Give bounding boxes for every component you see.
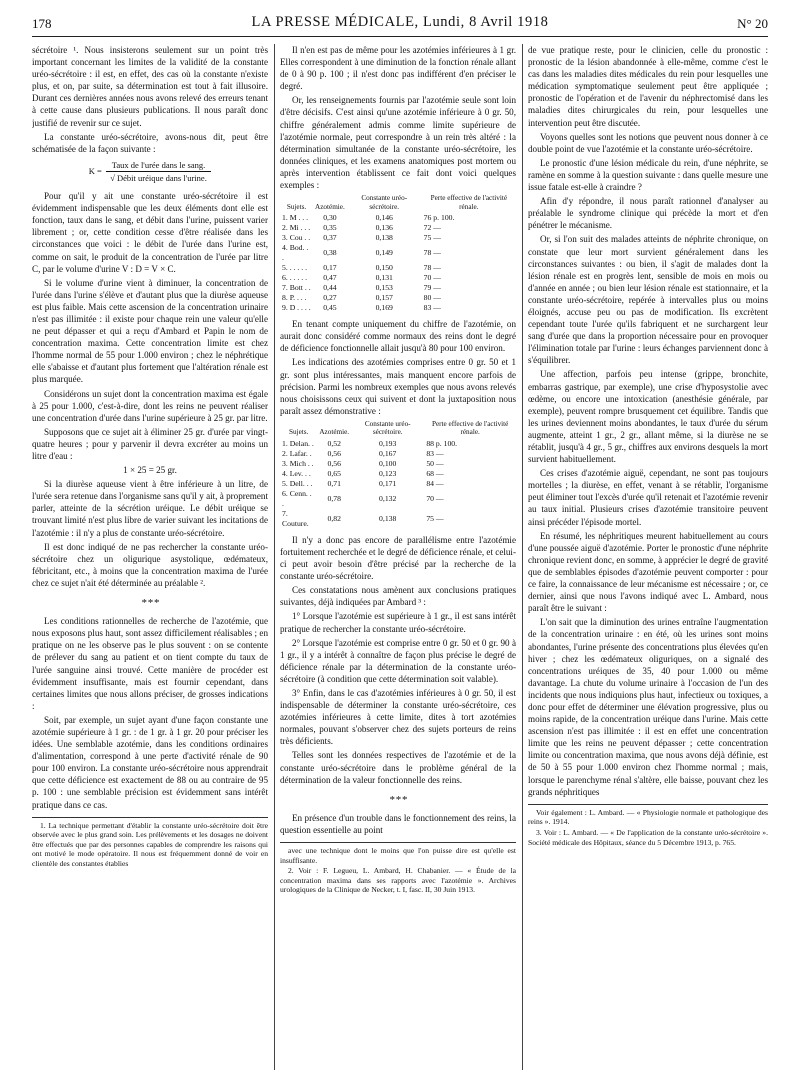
table-row — [280, 303, 516, 313]
table-cell: 78 — — [423, 263, 441, 273]
table-cell: 0,169 — [375, 303, 393, 313]
table-cell: 0,44 — [323, 283, 337, 293]
table-cell: 9. D . . . . — [282, 303, 311, 313]
table-row — [280, 449, 516, 459]
table-cell: 88 p. 100. — [426, 438, 458, 448]
table-cell: 0,138 — [379, 513, 397, 523]
paragraph: Une affection, parfois peu intense (grippe, bronchite, embarras gastrique, par exemple), une crise d'hyposystolie avec œdème, ou encore une intoxication (anesthésie générale, par exemple), peuvent rompre brusquement cet équilibre. Tandis que les urines deviennent moins abondantes, le taux d'urée du sérum augmente, atteint 1 gr., 2 gr., allant même, si la diurèse ne se rétablit, jusqu'à 4 gr., 5 gr., chiffres aux environs desquels la mort survient habituellement. — [528, 369, 768, 465]
paragraph: Supposons que ce sujet ait à éliminer 25 gr. d'urée par vingt-quatre heures ; pour y parvenir il devra excréter au moins un litre d'eau : — [32, 426, 268, 461]
issue-number: N° 20 — [737, 16, 768, 31]
table-row — [280, 243, 516, 263]
table-cell: 8. P. . . . — [282, 293, 307, 303]
table-cell: 0,37 — [323, 233, 337, 243]
paragraph: L'on sait que la diminution des urines entraîne l'augmentation de la concentration urinaire : en été, où les urines sont moins abondantes, l'urine présente des concentrations plus élevées qu'en hiver ; chez les œdémateux oliguriques, on a signalé des concentrations uréiques de 35, 40 pour 1.000 ou même davantage. La chute du volume urinaire à l'occasion de l'un des incidents que nous indiquions plus haut, infectieux ou toxiques, a donc pour effet de déterminer une élévation progressive, plus ou moins rapide, de la concentration uréique dans l'urine. Mais cette ascension n'est pas illimitée : il est en effet une concentration limite que les reins ne peuvent dépasser ; cette concentration limite ou concentration maxima, que nous avons déjà définie, est de 50 à 55 pour 1.000 environ chez l'homme normal ; mais, lorsque le parenchyme rénal s'altère, elle baisse, pouvant chez les grands néphritiques — [528, 617, 768, 797]
paragraph: Si la diurèse aqueuse vient à être inférieure à un litre, de l'urée sera retenue dans l'organisme sans qu'il y ait, à proprement parler, atteinte de la sécrétion uréique. Le débit uréique se trouvant limité n'est plus libre de varier suivant les incitations de l'azotémie : il n'y a plus de constante uréo-sécrétoire. — [32, 479, 268, 538]
table-cell: 78 — — [423, 248, 441, 258]
table-cell: 0,131 — [375, 273, 393, 283]
section-separator: * * * — [389, 793, 407, 806]
formula-numerator: Taux de l'urée dans le sang. — [106, 159, 211, 172]
table-cell: 0,132 — [379, 493, 397, 503]
table-cell: 79 — — [423, 283, 441, 293]
table-row — [280, 469, 516, 479]
footnote-continued: avec une technique dont le moins que l'on puisse dire est qu'elle est insuffisante. — [280, 846, 516, 865]
table-header: Constante uréo-sécrétoire. — [361, 194, 408, 211]
table-cell: 1. Delan. . — [282, 438, 314, 448]
table-row — [280, 263, 516, 273]
page-header — [32, 14, 768, 37]
table-header: Constante uréo-sécrétoire. — [364, 419, 411, 437]
table-cell: 68 — — [426, 468, 444, 478]
formula-denominator: √ Débit uréique dans l'urine. — [110, 172, 207, 183]
table-header: Perte effective de l'activité rénale. — [430, 194, 508, 211]
table-cell: 76 p. 100. — [423, 213, 455, 223]
table-cell: 0,35 — [323, 223, 337, 233]
paragraph: Or, si l'on suit des malades atteints de néphrite chronique, on constate que leur mort survient généralement dans les circonstances suivantes : ou bien, il s'agit de malades dont la lésion rénale est en progrès lent, sensible de mois en mois ou d'année en année ; ou bien leur lésion rénale est stationnaire, et la constante uréo-sécrétoire, repérée à intervalles plus ou moins éloignés, accuse peu ou pas de modification. Ils excrètent cependant toute l'urée qu'ils fabriquent et ne surchargent leur sang d'urée que dans la proportion nécessaire pour en provoquer l'élimination totale par l'urine : leurs échanges parviennent donc à s'équilibrer. — [528, 234, 768, 366]
table-row — [280, 509, 516, 529]
table-cell: 0,136 — [375, 223, 393, 233]
table-cell: 5. Dell. . . — [282, 478, 313, 488]
paragraph: Les conditions rationnelles de recherche de l'azotémie, que nous exposons plus haut, sont assez difficilement réalisables ; en pratique on ne les observe pas le plus souvent : on se contente de prélever du sang au patient et on tient compte du taux de l'urée sanguine ainsi trouvé. Cette manière de procéder est évidemment insuffisante, mais est fournir cependant, dans certaines limites que nous allons préciser, de grosses indications : — [32, 616, 268, 711]
table-cell: 0,138 — [375, 233, 393, 243]
table-cell: 0,157 — [375, 293, 393, 303]
paragraph: Or, les renseignements fournis par l'azotémie seule sont loin d'être décisifs. C'est ainsi qu'une azotémie inférieure à 0 gr. 50, chiffre généralement admis comme limite supérieure de l'azotémie normale, peut correspondre à un rein très altéré : la détermination simultanée de la constante uréo-sécrétoire, les données cliniques, et les examens anatomiques post mortem ou après intervention établissent ce fait dont voici quelques exemples : — [280, 95, 516, 191]
journal-title: LA PRESSE MÉDICALE, Lundi, 8 Avril 1918 — [251, 14, 549, 30]
data-table-1 — [280, 194, 516, 313]
table-cell: 0,123 — [379, 468, 397, 478]
paragraph: Considérons un sujet dont la concentration maxima est égale à 25 pour 1.000, c'est-à-dire, dont les reins ne peuvent réaliser une concentration d'urée dans l'urine supérieure à 25 gr. par litre. — [32, 388, 268, 423]
table-cell: 80 — — [423, 293, 441, 303]
table-cell: 50 — — [426, 458, 444, 468]
paragraph: de vue pratique reste, pour le clinicien, celle du pronostic : pronostic de la lésion abandonnée à elle-même, comme c'est le cas dans les maladies dites médicales du rein pour lesquelles une médication symptomatique seulement peut être appliquée ; pronostic de l'opération et de l'avenir du néphrectomisé dans les maladies dites chirurgicales du rein, pour lesquelles une intervention peut être discutée. — [528, 45, 768, 128]
footnote-2: 2. Voir : F. Legueu, L. Ambard, H. Chabanier. — « Étude de la concentration maxima dans ses rapports avec l'azotémie ». Archives urologiques de la Clinique de Necker, t. I, fasc. II, 30 Juin 1913. — [280, 866, 516, 895]
paragraph: La constante uréo-sécrétoire, avons-nous dit, peut être schématisée de la façon suivante : — [32, 131, 268, 154]
table-cell: 0,38 — [323, 248, 337, 258]
footnote-3: 3. Voir : L. Ambard. — « De l'application de la constante uréo-sécrétoire ». Société médicale des Hôpitaux, séance du 5 Décembre 1913, p. 765. — [528, 827, 768, 847]
table-row — [280, 439, 516, 449]
table-cell: 7. Couture. — [282, 508, 309, 528]
table-cell: 6. . . . . . — [282, 273, 307, 283]
paragraph: Il n'y a donc pas encore de parallélisme entre l'azotémie fortuitement recherchée et le degré de déficience rénale, et celui-ci peut avoir besoin d'être précisé par la recherche de la constante uréo-sécrétoire. — [280, 534, 516, 582]
table-cell: 84 — — [426, 478, 444, 488]
table-cell: 4. Bod. . . — [282, 243, 309, 263]
footnotes — [32, 817, 268, 869]
table-cell: 75 — — [423, 233, 441, 243]
table-header-row — [280, 194, 516, 213]
table-row — [280, 479, 516, 489]
equation: 1 × 25 = 25 gr. — [123, 465, 177, 476]
paragraph: En présence d'un trouble dans le fonctionnement des reins, la question essentielle au point — [280, 812, 516, 835]
table-cell: 0,52 — [327, 438, 341, 448]
table-cell: 6. Cenn. . . — [282, 488, 312, 508]
table-cell: 0,47 — [323, 273, 337, 283]
paragraph: Afin d'y répondre, il nous paraît rationnel d'analyser au préalable le syndrome clinique qui précède la mort et d'en pénétrer le mécanisme. — [528, 196, 768, 231]
table-header: Sujets. — [288, 428, 309, 437]
paragraph: En résumé, les néphritiques meurent habituellement au cours d'une poussée aiguë d'azotémie. Porter le pronostic d'une néphrite chronique revient donc, en somme, à apprécier le degré de gravité que de semblables épisodes d'azotémie peuvent comporter : pour ce faire, la connaissance de leur mécanisme est nécessaire ; or, ce dernier, ainsi que nous l'avons indiqué avec L. Ambard, nous paraît être le suivant : — [528, 530, 768, 614]
table-cell: 0,45 — [323, 303, 337, 313]
column-divider — [274, 44, 275, 1070]
table-cell: 0,149 — [375, 248, 393, 258]
table-cell: 1. M . . . — [282, 213, 309, 223]
table-cell: 83 — — [423, 303, 441, 313]
table-cell: 0,65 — [327, 468, 341, 478]
table-header: Perte effective de l'activité rénale. — [431, 419, 509, 437]
table-cell: 0,171 — [379, 478, 397, 488]
table-cell: 5. . . . . . — [282, 263, 307, 273]
table-cell: 0,150 — [375, 263, 393, 273]
column-divider — [522, 44, 523, 1070]
table-cell: 2. Mi . . . — [282, 223, 311, 233]
table-cell: 0,56 — [327, 448, 341, 458]
table-cell: 75 — — [426, 513, 444, 523]
table-header: Azotémie. — [315, 202, 345, 211]
table-row — [280, 233, 516, 243]
table-cell: 72 — — [423, 223, 441, 233]
table-cell: 0,167 — [379, 448, 397, 458]
table-header: Sujets. — [286, 202, 307, 211]
table-row — [280, 283, 516, 293]
footnote-1: 1. La technique permettant d'établir la constante uréo-sécrétoire doit être observée avec le plus grand soin. Les prélèvements et les dosages ne doivent être effectués que par des personnes capables de comprendre les raisons qui ont motivé le mode opératoire. Il nous est fréquemment donné de voir en clientèle des constantes établies — [32, 820, 268, 868]
table-header: Azotémie. — [319, 428, 350, 437]
section-separator: * * * — [141, 597, 159, 610]
paragraph: 2° Lorsque l'azotémie est comprise entre 0 gr. 50 et 0 gr. 90 à 1 gr., il y a intérêt à connaître de façon plus précise le degré de déficience rénale par la détermination de la constante uréo-sécrétoire (à condition que cette détermination soit valable). — [280, 637, 516, 684]
table-cell: 0,56 — [327, 458, 341, 468]
paragraph: Ces constatations nous amènent aux conclusions pratiques suivantes, déjà indiquées par Ambard ³ : — [280, 585, 516, 608]
paragraph: Voyons quelles sont les notions que peuvent nous donner à ce double point de vue l'azotémie et la constante uréo-sécrétoire. — [528, 131, 768, 154]
paragraph: 1° Lorsque l'azotémie est supérieure à 1 gr., il est sans intérêt pratique de rechercher la constante uréo-sécrétoire. — [280, 611, 516, 634]
table-cell: 0,153 — [375, 283, 393, 293]
table-cell: 3. Mich . . — [282, 458, 314, 468]
formula-fraction — [106, 159, 211, 184]
table-cell: 83 — — [426, 448, 444, 458]
table-cell: 3. Cou . . — [282, 233, 311, 243]
table-cell: 70 — — [423, 273, 441, 283]
table-cell: 2. Lafar. . — [282, 448, 312, 458]
column-1 — [32, 44, 268, 1054]
table-header-row — [280, 420, 516, 439]
data-table-2 — [280, 420, 516, 529]
paragraph: Les indications des azotémies comprises entre 0 gr. 50 et 1 gr. sont plus intéressantes, mais manquent encore parfois de précision. Parmi les nombreux exemples que nous avons relevés nous choisissons ceux qui suivent et dont la juxtaposition nous paraît assez démonstrative : — [280, 357, 516, 416]
table-cell: 70 — — [426, 493, 444, 503]
column-2 — [280, 44, 516, 1054]
paragraph: Pour qu'il y ait une constante uréo-sécrétoire il est évidemment indispensable que les deux éléments dont elle est fonction, taux dans le sang, et débit dans l'urine, puissent varier librement ; or, cette condition cesse d'être réalisée dans les circonstances que voici : le débit de l'urée dans l'urine est, comme on sait, le produit de la concentration de l'urée par litre C, par le volume d'urine V : D = V × C. — [32, 191, 268, 274]
paragraph: Il n'en est pas de même pour les azotémies inférieures à 1 gr. Elles correspondent à une diminution de la fonction rénale allant de 0 à 90 p. 100 ; il n'est donc pas indifférent d'en préciser le degré. — [280, 45, 516, 92]
table-cell: 0,30 — [323, 213, 337, 223]
table-cell: 0,71 — [327, 478, 341, 488]
paragraph: Si le volume d'urine vient à diminuer, la concentration de l'urée dans l'urine s'élève et d'autant plus que la diurèse aqueuse est plus faible. Mais cette ascension de la concentration urinaire n'est pas illimitée : il existe pour chaque rein une valeur qu'elle ne peut dépasser et qui a reçu d'Ambard et Papin le nom de concentration maxima. Cette concentration limite est chez l'homme normal de 55 pour 1.000 environ ; chez le néphrétique elle s'abaisse et d'autant plus fortement que l'altération rénale est plus marquée. — [32, 277, 268, 385]
table-row — [280, 223, 516, 233]
table-row — [280, 459, 516, 469]
paragraph: sécrétoire ¹. Nous insisterons seulement sur un point très important concernant les limites de la validité de la constante uréo-sécrétoire : il est, en effet, des cas où la constante n'existe plus, et on, par suite, sa détermination est tout à fait illusoire. Durant ces dernières années nous avons relevé des erreurs tenant à cette cause dans plusieurs publications. Il nous paraît donc justifié de revenir sur ce sujet. — [32, 45, 268, 128]
formula-k: K = — [88, 166, 102, 177]
paragraph: Telles sont les données respectives de l'azotémie et de la constante uréo-sécrétoire dans le problème général de la détermination de la valeur fonctionnelle des reins. — [280, 750, 516, 785]
table-cell: 0,193 — [379, 438, 397, 448]
paragraph: 3° Enfin, dans le cas d'azotémies inférieures à 0 gr. 50, il est indispensable de déterminer la constante uréo-sécrétoire, ces azotémies inférieures à cette limite, dites à tort azotémies normales, pouvant s'observer chez des sujets porteurs de reins très déficients. — [280, 688, 516, 747]
table-cell: 7. Bott . . — [282, 283, 311, 293]
footnotes — [280, 842, 516, 895]
footnote-reference: Voir également : L. Ambard. — « Physiologie normale et pathologique des reins ». 1914. — [528, 807, 768, 827]
table-row — [280, 293, 516, 303]
formula — [32, 159, 268, 184]
table-cell: 0,146 — [375, 213, 393, 223]
paragraph: Il est donc indiqué de ne pas rechercher la constante uréo-sécrétoire chez un oligurique asystolique, œdémateux, fébricitant, etc., à moins que la concentration maxima de l'urée chez ce sujet n'ait été déterminée au préalable ². — [32, 541, 268, 588]
table-row — [280, 489, 516, 509]
paragraph: Ces crises d'azotémie aiguë, cependant, ne sont pas toujours mortelles ; la diurèse, en effet, venant à se rétablir, l'organisme peut éliminer tout l'excès d'urée qu'il retenait et l'azotémie revenir au taux initial. Plusieurs crises d'azotémie transitoire peuvent ainsi précéder l'épisode mortel. — [528, 468, 768, 527]
table-cell: 0,27 — [323, 293, 337, 303]
table-row — [280, 273, 516, 283]
page-number: 178 — [32, 16, 52, 31]
table-cell: 0,78 — [327, 493, 341, 503]
column-3 — [528, 44, 768, 1054]
paragraph: Soit, par exemple, un sujet ayant d'une façon constante une azotémie supérieure à 1 gr. : de 1 gr. à 1 gr. 20 pour préciser les idées. Une semblable azotémie, dans les conditions ordinaires d'alimentation, correspond à une perte d'activité rénale de 90 pour 100 environ. La constante uréo-sécrétoire nous apprendrait que cette déficience est exactement de 88 ou au contraire de 95 p. 100 : une semblable précision est évidemment sans intérêt pratique dans ce cas. — [32, 714, 268, 810]
table-row — [280, 213, 516, 223]
table-cell: 0,17 — [323, 263, 337, 273]
paragraph: Le pronostic d'une lésion médicale du rein, d'une néphrite, se ramène en somme à la question suivante : dans quelle mesure une issue fatale est-elle à craindre ? — [528, 157, 768, 193]
table-cell: 4. Lev. . . — [282, 468, 311, 478]
table-cell: 0,82 — [327, 513, 341, 523]
footnotes — [528, 804, 768, 847]
table-cell: 0,100 — [379, 458, 397, 468]
paragraph: En tenant compte uniquement du chiffre de l'azotémie, on aurait donc considéré comme normaux des reins dont le degré de déficience fonctionnelle allait jusqu'à 80 pour 100 environ. — [280, 319, 516, 354]
